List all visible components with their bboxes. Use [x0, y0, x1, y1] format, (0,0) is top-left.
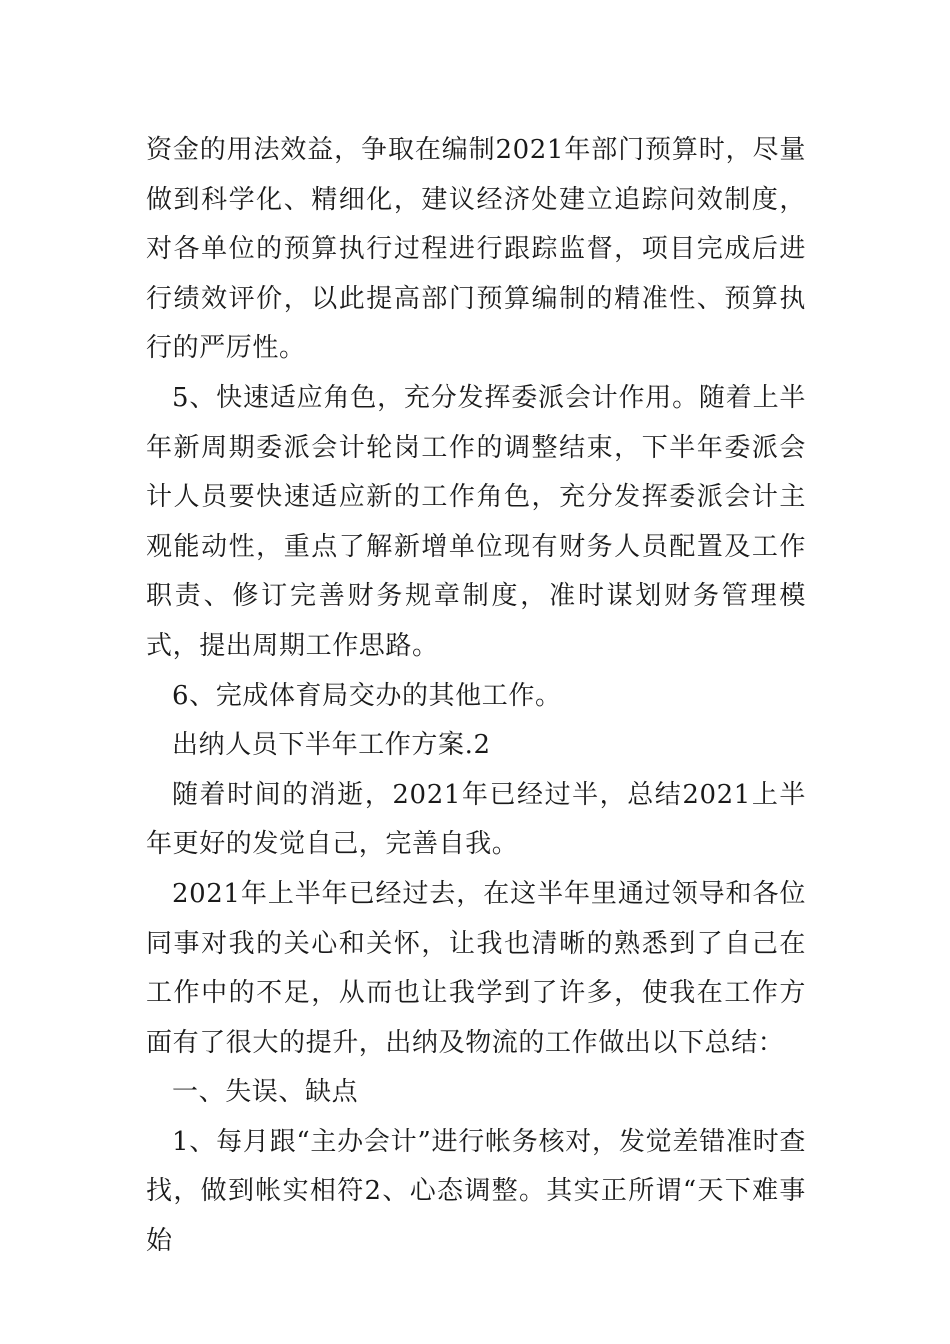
subsection-title: 一、失误、缺点 [172, 1077, 359, 1108]
document-page [146, 126, 806, 1267]
paragraph-item-1: 1、每月跟“主办会计”进行帐务核对，发觉差错准时查找，做到帐实相符2、心态调整。其实正所谓“天下难事始 [146, 1126, 806, 1257]
paragraph-summary: 2021年上半年已经过去，在这半年里通过领导和各位同事对我的关心和关怀，让我也清晰的熟悉到了自己在工作中的不足，从而也让我学到了许多，使我在工作方面有了很大的提升，出纳及物流的工作做出以下总结： [146, 878, 806, 1058]
paragraph-item-6: 6、完成体育局交办的其他工作。 [172, 680, 562, 711]
section-title: 出纳人员下半年工作方案.2 [172, 730, 491, 761]
paragraph-item-5: 5、快速适应角色，充分发挥委派会计作用。随着上半年新周期委派会计轮岗工作的调整结束，下半年委派会计人员要快速适应新的工作角色，充分发挥委派会计主观能动性，重点了解新增单位现有财务人员配置及工作职责、修订完善财务规章制度，准时谋划财务管理模式，提出周期工作思路。 [146, 382, 806, 661]
paragraph-intro: 随着时间的消逝，2021年已经过半，总结2021上半年更好的发觉自己，完善自我。 [146, 779, 806, 860]
paragraph-budget-continuation: 资金的用法效益，争取在编制2021年部门预算时，尽量做到科学化、精细化，建议经济处建立追踪问效制度，对各单位的预算执行过程进行跟踪监督，项目完成后进行绩效评价，以此提高部门预算编制的精准性、预算执行的严厉性。 [146, 135, 806, 364]
